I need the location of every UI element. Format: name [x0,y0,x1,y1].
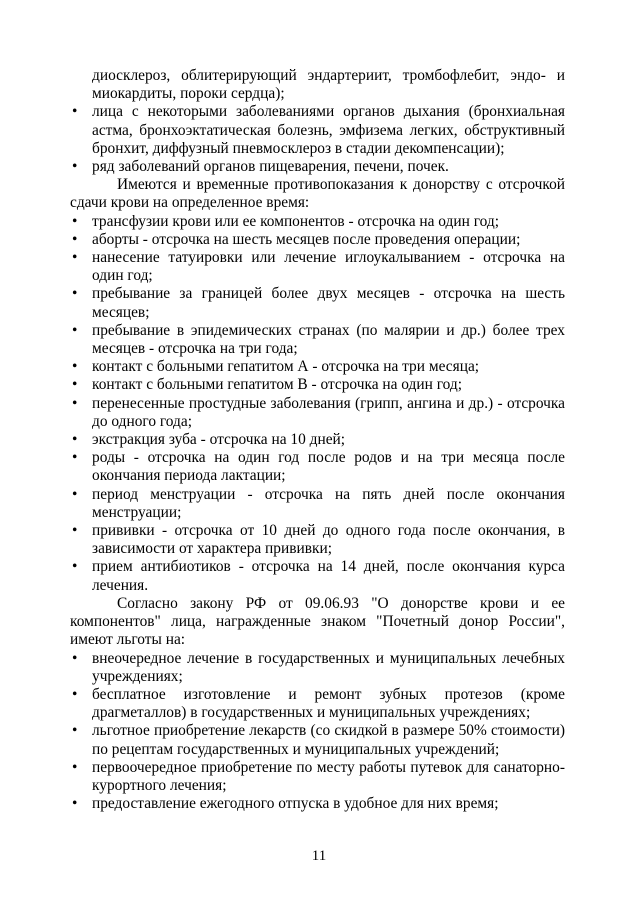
bullet-icon: • [72,758,78,776]
paragraph-donor-benefits: Согласно закону РФ от 09.06.93 "О донорстве крови и ее компонентов" лица, награжденные знаком "Почетный донор России", имеют льготы на: [70,594,565,649]
list-item: • экстракция зуба - отсрочка на 10 дней; [72,431,346,449]
list-item: • трансфузии крови или ее компонентов - отсрочка на один год; [72,212,499,230]
list-item: • роды - отсрочка на один год после родов и на три месяца после окончания периода лактации; [72,449,565,485]
list-item: • контакт с больными гепатитом В - отсрочка на один год; [72,376,462,394]
list-item: • первоочередное приобретение по месту работы путевок для санаторно-курортного лечения; [72,758,565,794]
bullet-icon: • [72,285,78,303]
bullet-icon: • [72,522,78,540]
bullet-icon: • [72,394,78,412]
list-item: • аборты - отсрочка на шесть месяцев после проведения операции; [72,230,521,248]
body-text [70,67,565,813]
list-item: • бесплатное изготовление и ремонт зубных протезов (кроме драгметаллов) в государственных и муниципальных учреждениях; [72,685,565,722]
list-item: • период менструации - отсрочка на пять дней после окончания менструации; [72,485,565,521]
bullet-icon: • [72,431,78,449]
bullet-icon: • [72,558,78,576]
list-item: • льготное приобретение лекарств (со скидкой в размере 50% стоимости) по рецептам государственных и муниципальных учреждений; [72,722,565,758]
bullet-icon: • [72,358,78,376]
page-number: 11 [311,848,327,864]
bullet-icon: • [72,649,78,667]
list-item: • внеочередное лечение в государственных и муниципальных лечебных учреждениях; [72,649,565,685]
list-item: • прививки - отсрочка от 10 дней до одного года после окончания, в зависимости от характера прививки; [72,522,565,558]
continued-list-item: диосклероз, облитерирующий эндартериит, тромбофлебит, эндо- и миокардиты, пороки сердца); [92,67,565,103]
bullet-icon: • [72,685,78,703]
bullet-icon: • [72,321,78,339]
paragraph-temporary-contraindications: Имеются и временные противопоказания к донорству с отсрочкой сдачи крови на определенное время: [70,176,565,212]
bullet-icon: • [72,376,78,394]
bullet-icon: • [72,449,78,467]
bullet-icon: • [72,230,78,248]
bullet-icon: • [72,249,78,267]
bullet-icon: • [72,795,78,813]
bullet-icon: • [72,103,78,121]
bullet-icon: • [72,158,78,176]
list-item: • контакт с больными гепатитом А - отсрочка на три месяца; [72,358,480,376]
bullet-icon: • [72,212,78,230]
list-item: • предоставление ежегодного отпуска в удобное для них время; [72,795,499,813]
list-item: • нанесение татуировки или лечение иглоукалыванием - отсрочка на один год; [72,249,565,285]
list-item: • пребывание в эпидемических странах (по малярии и др.) более трех месяцев - отсрочка на три года; [72,321,565,358]
bullet-icon: • [72,722,78,740]
bullet-icon: • [72,485,78,503]
list-item: • перенесенные простудные заболевания (грипп, ангина и др.) - отсрочка до одного года; [72,394,565,430]
list-item: • ряд заболеваний органов пищеварения, печени, почек. [72,158,449,176]
list-item: • пребывание за границей более двух месяцев - отсрочка на шесть месяцев; [72,285,565,321]
list-item: • прием антибиотиков - отсрочка на 14 дней, после окончания курса лечения. [72,558,565,594]
list-item: • лица с некоторыми заболеваниями органов дыхания (бронхиальная астма, бронхоэктатическая болезнь, эмфизема легких, обструктивный бронхит, диффузный пневмосклероз в стадии декомпенсации); [72,103,565,157]
